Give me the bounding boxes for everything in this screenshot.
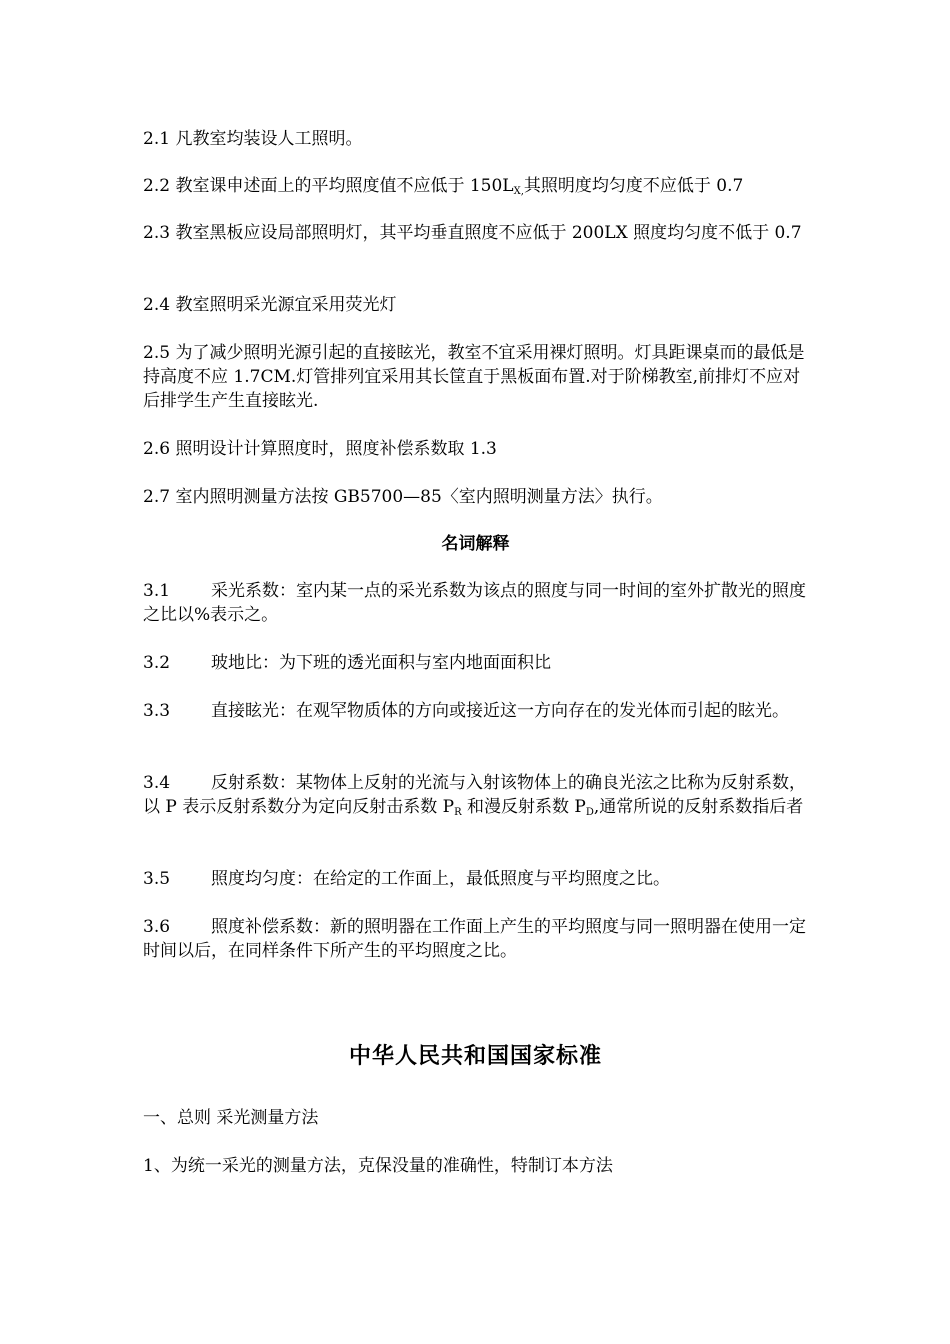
term-3-1: 3.1 采光系数：室内某一点的采光系数为该点的照度与同一时间的室外扩散光的照度之比以%表示之。	[143, 581, 806, 625]
term-3-2: 3.2 玻地比：为下班的透光面积与室内地面面积比	[143, 653, 551, 673]
clause-2-2: 2.2 教室课申述面上的平均照度值不应低于 $150L_{X,}$其照明度均匀度不应低于 0.7	[143, 176, 744, 197]
clause-2-6: 2.6 照明设计计算照度时，照度补偿系数取 1.3	[143, 439, 497, 459]
term-3-4: 3.4 反射系数：某物体上反射的光流与入射该物体上的确良光泫之比称为反射系数，以 P 表示反射系数分为定向反射击系数 $P_R$ 和漫反射系数 $P_D$,通常所说的反射系数指后者	[143, 773, 806, 818]
clause-2-4: 2.4 教室照明采光源宜采用荧光灯	[143, 295, 397, 315]
general-clause-1: 1、为统一采光的测量方法，克保没量的准确性，特制订本方法	[143, 1156, 613, 1176]
terms-heading: 名词解释	[441, 534, 510, 554]
term-3-5: 3.5 照度均匀度：在给定的工作面上，最低照度与平均照度之比。	[143, 869, 670, 889]
clause-2-1: 2.1 凡教室均装设人工照明。	[143, 129, 363, 149]
clause-2-7: 2.7 室内照明测量方法按 GB5700—85〈室内照明测量方法〉执行。	[143, 487, 663, 507]
clause-2-3: 2.3 教室黑板应设局部照明灯，其平均垂直照度不应低于 200LX 照度均匀度不低于 0.7	[143, 223, 802, 243]
term-3-3: 3.3 直接眩光：在观罕物质体的方向或接近这一方向存在的发光体而引起的眩光。	[143, 701, 789, 721]
general-heading: 一、总则 采光测量方法	[143, 1108, 319, 1128]
national-standard-heading: 中华人民共和国国家标准	[348, 1044, 602, 1069]
clause-2-5: 2.5 为了减少照明光源引起的直接眩光，教室不宜采用裸灯照明。灯具距课桌而的最低是持高度不应 1.7CM.灯管排列宜采用其长筐直于黑板面布置.对于阶梯教室,前排灯不应对后排学生产生直接眩光.	[143, 343, 805, 411]
term-3-6: 3.6 照度补偿系数：新的照明器在工作面上产生的平均照度与同一照明器在使用一定时间以后，在同样条件下所产生的平均照度之比。	[143, 917, 806, 961]
